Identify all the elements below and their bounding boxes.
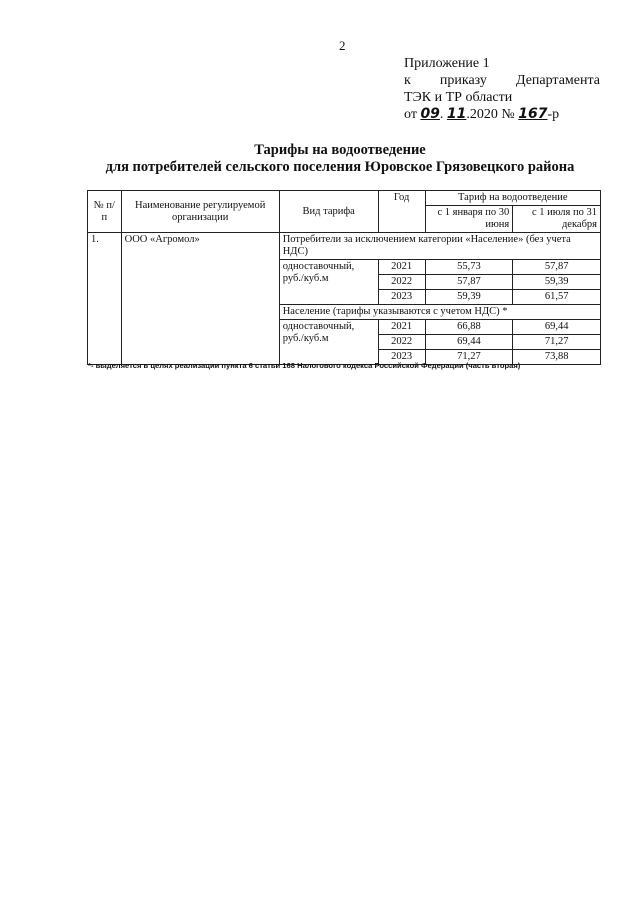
order-suffix: -р <box>547 107 560 122</box>
header-period-1: с 1 января по 30 июня <box>425 206 513 233</box>
header-period-2: с 1 июля по 31 декабря <box>513 206 601 233</box>
date-year: .2020 № <box>466 107 515 122</box>
appendix-word-k: к <box>404 73 411 88</box>
tariff-cell: 69,44 <box>513 320 601 335</box>
group-1-label: Потребители за исключением категории «Население» (без учета НДС) <box>279 233 600 260</box>
date-prefix: от <box>404 107 417 122</box>
table-header-row <box>88 191 601 206</box>
title-line-1: Тарифы на водоотведение <box>254 142 426 158</box>
tariff-cell: 71,27 <box>513 335 601 350</box>
order-number: 167 <box>518 106 548 122</box>
appendix-header <box>404 55 600 123</box>
document-title <box>40 142 640 176</box>
tariff-cell: 57,87 <box>425 275 513 290</box>
tariff-cell: 59,39 <box>425 290 513 305</box>
tariff-cell: 61,57 <box>513 290 601 305</box>
appendix-line-2 <box>404 72 600 89</box>
tariff-cell: 73,88 <box>513 350 601 365</box>
footnote: *- выделяется в целях реализации пункта 6 статьи 168 Налогового кодекса Российской Федерации (часть вторая) <box>88 361 521 370</box>
appendix-word-prikazu: приказу <box>439 73 487 88</box>
appendix-line-3: ТЭК и ТР области <box>404 90 513 105</box>
header-org: Наименование регулируемой организации <box>121 191 279 233</box>
tariff-cell: 55,73 <box>425 260 513 275</box>
header-num: № п/п <box>88 191 122 233</box>
year-cell: 2023 <box>378 290 425 305</box>
tariff-cell: 59,39 <box>513 275 601 290</box>
tariff-cell: 71,27 <box>425 350 513 365</box>
title-line-2: для потребителей сельского поселения Юровское Грязовецкого района <box>105 159 575 175</box>
appendix-line-1: Приложение 1 <box>404 56 490 71</box>
year-cell: 2021 <box>378 320 425 335</box>
row-number: 1. <box>88 233 122 365</box>
date-day: 09 <box>420 106 440 122</box>
year-cell: 2021 <box>378 260 425 275</box>
group-1-type: одноставочный, руб./куб.м <box>279 260 378 305</box>
group-2-type: одноставочный, руб./куб.м <box>279 320 378 365</box>
tariff-cell: 66,88 <box>425 320 513 335</box>
header-tariff: Тариф на водоотведение <box>425 191 600 206</box>
group-2-label: Население (тарифы указываются с учетом НДС) * <box>279 305 600 320</box>
header-type: Вид тарифа <box>279 191 378 233</box>
header-year: Год <box>378 191 425 233</box>
tariff-cell: 69,44 <box>425 335 513 350</box>
appendix-date-line: от 09. 11.2020 № 167-р <box>404 106 560 122</box>
page-number: 2 <box>339 38 346 53</box>
appendix-word-department: Департамента <box>515 73 600 88</box>
group-1-label-row <box>88 233 601 260</box>
tariff-cell: 57,87 <box>513 260 601 275</box>
tariff-table <box>87 190 601 365</box>
year-cell: 2022 <box>378 275 425 290</box>
organization-name: ООО «Агромол» <box>121 233 279 365</box>
date-month: 11 <box>446 106 467 122</box>
year-cell: 2023 <box>378 350 425 365</box>
year-cell: 2022 <box>378 335 425 350</box>
